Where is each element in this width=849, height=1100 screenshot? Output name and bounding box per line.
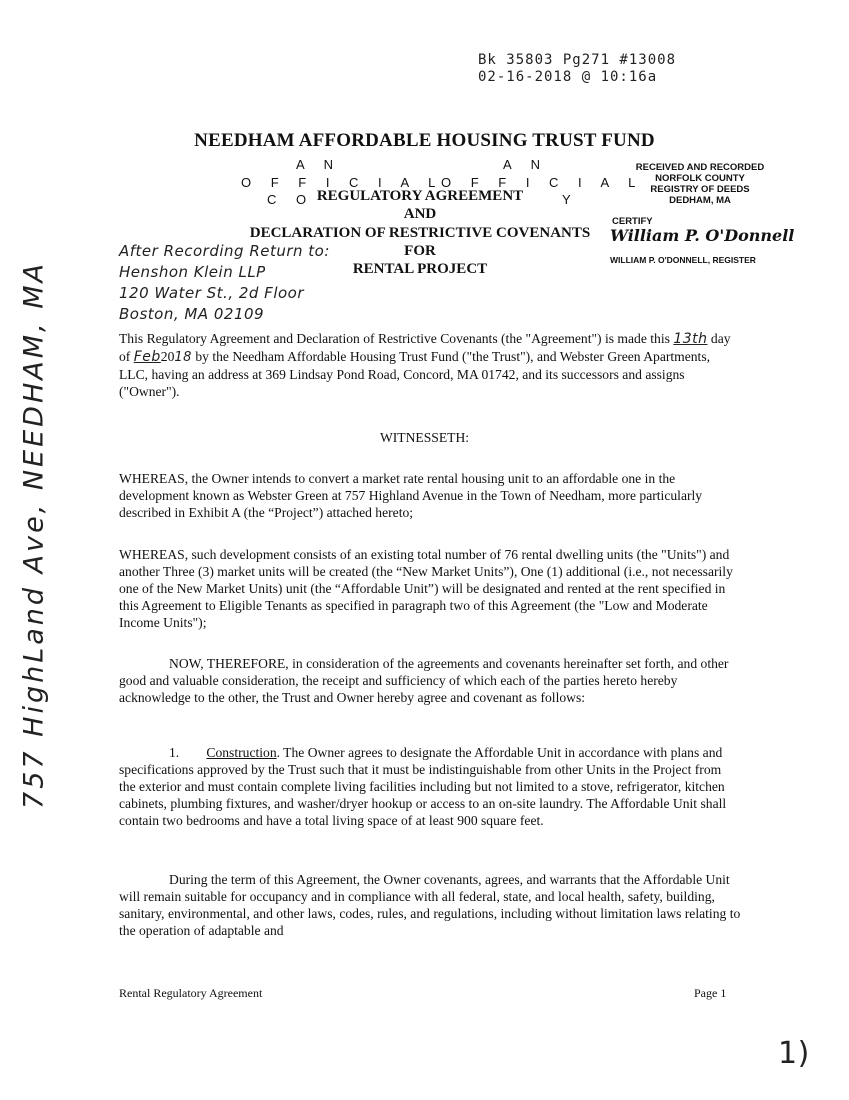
- term-paragraph: During the term of this Agreement, the Owner covenants, agrees, and warrants that the Affordable Unit will remain suitable for occupancy and in compliance with all federal, state, and local health, safety, building, sanitary, environmental, and other laws, codes, rules, and regulations, including without limitation laws relating to the operation of adaptable and: [119, 872, 741, 938]
- watermark-copy-left: C O: [267, 192, 315, 207]
- registry-received: RECEIVED AND RECORDED: [635, 162, 765, 173]
- stamp-book-page: Bk 35803 Pg271 #13008: [478, 52, 677, 68]
- footer-document-name: Rental Regulatory Agreement: [119, 986, 263, 1000]
- heading-and: AND: [403, 206, 437, 222]
- watermark-official-right: O F F I C I A L: [441, 175, 644, 190]
- document-title: NEEDHAM AFFORDABLE HOUSING TRUST FUND: [194, 130, 655, 151]
- watermark-copy-right: Y: [562, 192, 579, 207]
- handwritten-margin-address: 757 HighLand Ave, NEEDHAM, MA: [18, 261, 50, 809]
- intro-text-b: day of: [119, 331, 731, 364]
- section-1-number: 1.: [169, 745, 180, 760]
- handwritten-year: 18: [174, 350, 192, 365]
- registry-name: REGISTRY OF DEEDS: [650, 184, 750, 195]
- now-therefore-paragraph: NOW, THEREFORE, in consideration of the agreements and covenants hereinafter set forth, and other good and valuable consideration, the receipt and sufficiency of which each of the parties hereto hereby acknowledge to the other, the Trust and Owner hereby agree and covenant as follows:: [119, 656, 729, 705]
- handwritten-return-line3: 120 Water St., 2d Floor: [119, 284, 305, 302]
- intro-text-d: by the Needham Affordable Housing Trust Fund ("the Trust"), and Webster Green Apartments, LLC, having an address at 369 Lindsay Pond Road, Concord, MA 01742, and its successors and assigns ("Owner").: [119, 349, 711, 399]
- witnesseth-heading: WITNESSETH:: [379, 430, 470, 445]
- registry-stamp: [600, 162, 800, 206]
- recording-stamp: [478, 52, 676, 86]
- section-1-title: Construction: [206, 745, 277, 760]
- heading-declaration: DECLARATION OF RESTRICTIVE COVENANTS: [249, 225, 591, 241]
- heading-rental-project: RENTAL PROJECT: [352, 261, 488, 277]
- handwritten-return-line4: Boston, MA 02109: [119, 305, 265, 323]
- handwritten-page-mark: 1): [778, 1036, 810, 1071]
- registry-certify: CERTIFY: [612, 216, 653, 227]
- registry-county: NORFOLK COUNTY: [655, 173, 745, 184]
- stamp-date-time: 02-16-2018 @ 10:16a: [478, 69, 658, 85]
- register-signature: William P. O'Donnell: [610, 226, 795, 245]
- handwritten-return-line1: After Recording Return to:: [119, 242, 330, 260]
- whereas-paragraph-1: WHEREAS, the Owner intends to convert a market rate rental housing unit to an affordable one in the development known as Webster Green at 757 Highland Avenue in the Town of Needham, more particularly described in Exhibit A (the “Project”) attached hereto;: [119, 471, 703, 520]
- intro-text-a: This Regulatory Agreement and Declaration of Restrictive Covenants (the "Agreement") is made this: [119, 331, 670, 346]
- whereas-paragraph-2: WHEREAS, such development consists of an existing total number of 76 rental dwelling units (the "Units") and another Three (3) market units will be created (the “New Market Units”), One (1) additional (i.e., not necessarily one of the New Market Units) unit (the “Affordable Unit”) will be designated and rented at the rent specified in this Agreement to Eligible Tenants as specified in paragraph two of this Agreement (the "Low and Moderate Income Units");: [119, 547, 733, 630]
- heading-for: FOR: [404, 243, 436, 259]
- watermark-an-right: A N: [503, 157, 548, 172]
- section-1-text: . The Owner agrees to designate the Affordable Unit in accordance with plans and specifications approved by the Trust such that it must be indistinguishable from other Units in the Project from the exterior and must contain complete living facilities including but not limited to a stove, refrigerator, kitchen cabinets, plumbing fixtures, and washer/dryer hookup or access to an on-site laundry. The Affordable Unit shall contain two bedrooms and have a total living space of at least 900 square feet.: [119, 745, 727, 828]
- intro-paragraph: [119, 330, 741, 400]
- handwritten-month: Feb: [133, 349, 161, 365]
- heading-regulatory-agreement: REGULATORY AGREEMENT: [316, 188, 524, 204]
- handwritten-return-line2: Henshon Klein LLP: [119, 263, 266, 281]
- watermark-an-left: A N: [296, 157, 341, 172]
- register-name: WILLIAM P. O'DONNELL, REGISTER: [610, 255, 756, 265]
- footer-page-number: Page 1: [694, 986, 727, 1000]
- handwritten-day: 13th: [673, 331, 708, 347]
- intro-text-c: 20: [160, 349, 175, 364]
- registry-city: DEDHAM, MA: [669, 195, 731, 206]
- section-1-paragraph: [119, 744, 741, 829]
- watermark-official-left: O F F I C I A L: [241, 175, 444, 190]
